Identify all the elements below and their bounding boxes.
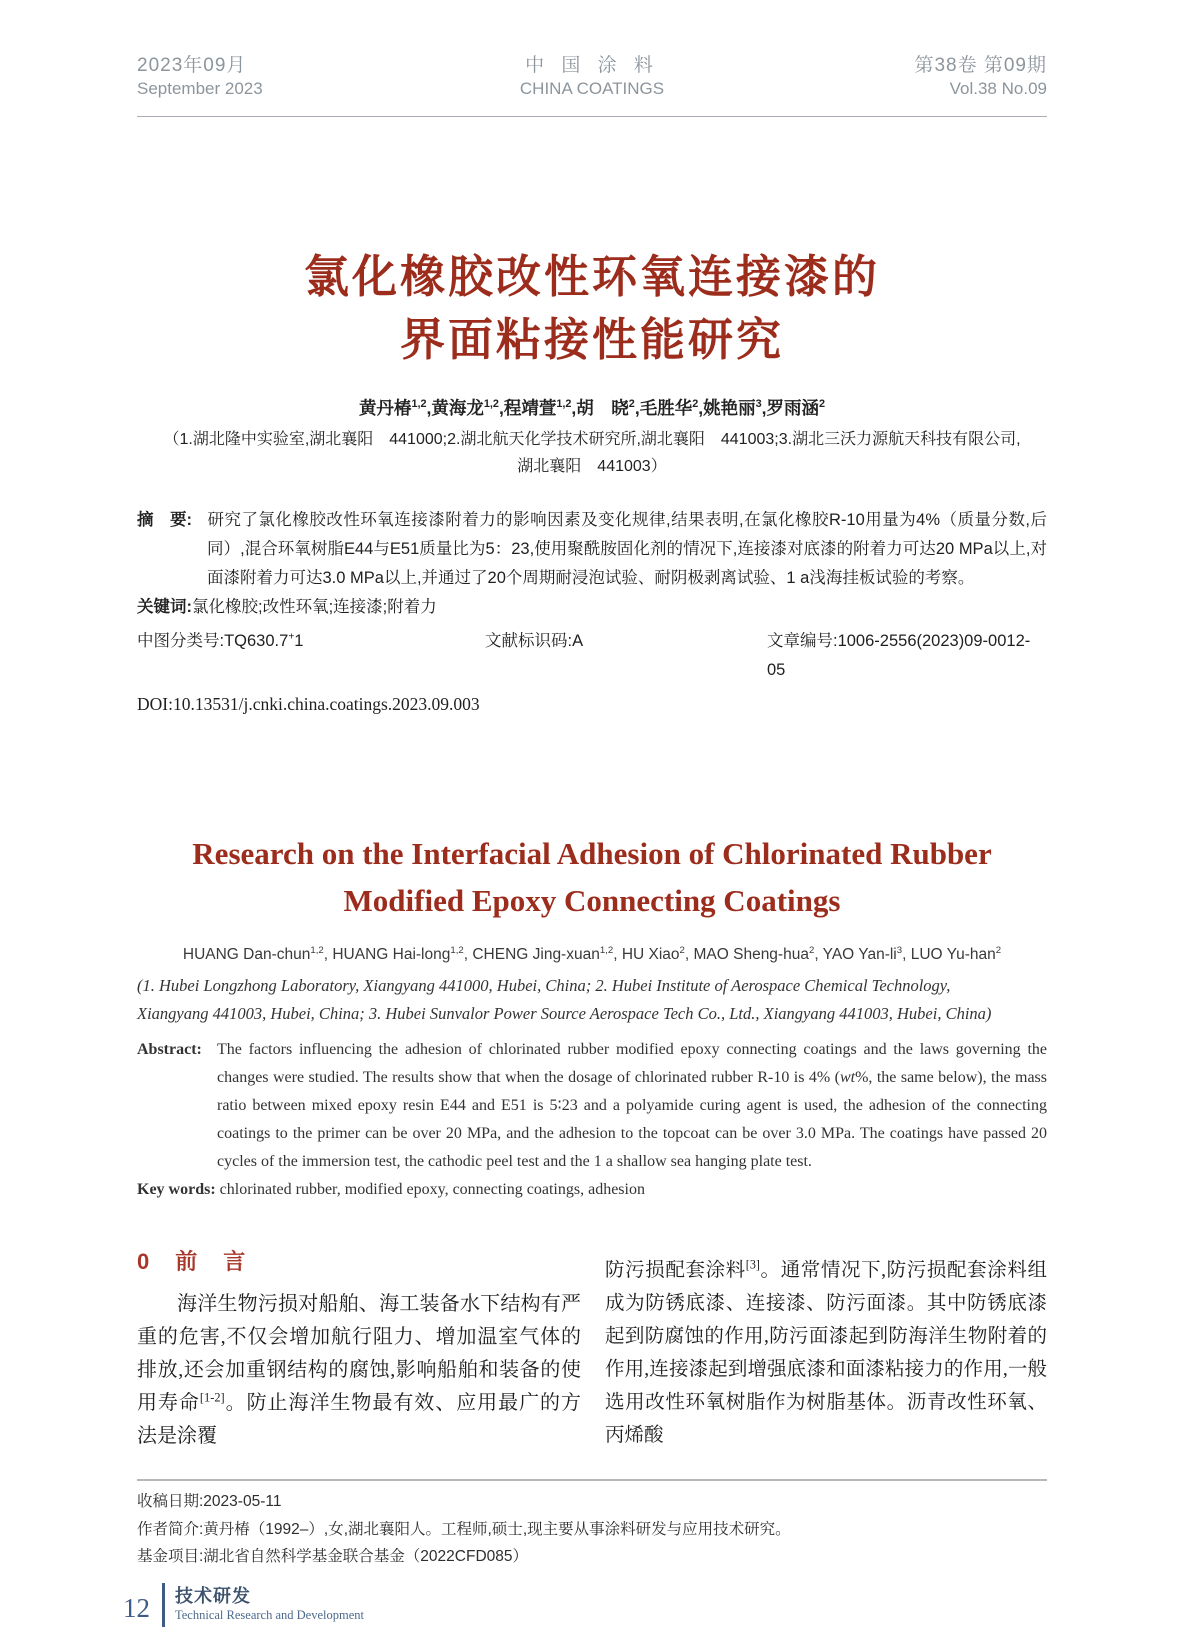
footnotes <box>137 1488 1047 1571</box>
author-affil-superscript: 2 <box>819 398 826 411</box>
author-en: HU Xiao$^2$, <box>621 944 694 963</box>
right-column <box>605 1246 1047 1453</box>
keywords-en-label: Key words: <box>137 1181 216 1198</box>
body-columns <box>137 1246 1047 1453</box>
author-affil-superscript: 2 <box>995 944 1002 956</box>
volume-issue-en: Vol.38 No.09 <box>949 79 1047 98</box>
author-cn: 黄海龙$^{1,2}$, <box>431 398 504 418</box>
keywords-cn <box>137 593 1047 622</box>
footnote-author-bio: 作者简介:黄丹椿（1992–）,女,湖北襄阳人。工程师,硕士,现主要从事涂料研发与应用技术研究。 <box>137 1520 791 1538</box>
citation-ref: [3] <box>745 1257 760 1272</box>
keywords-cn-label: 关键词: <box>137 598 192 616</box>
section-heading-intro: 0 前 言 <box>137 1249 248 1274</box>
keywords-cn-text: 氯化橡胶;改性环氧;连接漆;附着力 <box>192 598 437 616</box>
article-title-en <box>137 830 1047 924</box>
author-affil-superscript: 1,2 <box>599 944 614 956</box>
affiliation-cn-line1: （1.湖北隆中实验室,湖北襄阳 441000;2.湖北航天化学技术研究所,湖北襄阳 441003;3.湖北三沃力源航天科技有限公司, <box>163 431 1021 448</box>
author-affil-superscript: 2 <box>808 944 815 956</box>
abstract-cn <box>137 506 1047 593</box>
author-affil-superscript: 1,2 <box>450 944 464 956</box>
abstract-en <box>137 1036 1047 1176</box>
header-rule <box>137 116 1047 117</box>
journal-name-en: CHINA COATINGS <box>519 79 665 98</box>
author-en: YAO Yan-$li^3$, <box>822 944 911 963</box>
affiliation-en <box>137 972 1047 1028</box>
abstract-en-italic: wt <box>839 1069 856 1086</box>
journal-date-cn: 2023年09月 <box>137 55 247 76</box>
author-list-cn <box>137 395 1047 421</box>
article-number: 文章编号:1006-2556(2023)09-0012-05 <box>767 632 1031 679</box>
page-number: 12 <box>123 1593 150 1623</box>
author-affil-superscript: 3 <box>896 944 903 956</box>
author-affil-superscript: 1,2 <box>310 944 324 956</box>
journal-date-en: September 2023 <box>137 79 263 98</box>
author-affil-superscript: 1,2 <box>411 398 427 411</box>
column-name-cn: 技术研发 <box>175 1586 251 1606</box>
doi: DOI:10.13531/j.cnki.china.coatings.2023.09.003 <box>137 694 480 714</box>
intro-paragraph-right: 防污损配套涂料[3]。通常情况下,防污损配套涂料组成为防锈底漆、连接漆、防污面漆。其中防锈底漆起到防腐蚀的作用,防污面漆起到防海洋生物附着的作用,连接漆起到增强底漆和面漆粘接力的作用,一般选用改性环氧树脂作为树脂基体。沥青改性环氧、丙烯酸 <box>605 1257 1047 1446</box>
author-en: CHENG Jing-xuan$^{1,2}$, <box>472 944 622 963</box>
article-title-cn-line2: 界面粘接性能研究 <box>399 314 784 365</box>
abstract-cn-text: 研究了氯化橡胶改性环氧连接漆附着力的影响因素及变化规律,结果表明,在氯化橡胶R-10用量为4%（质量分数,后同）,混合环氧树脂E44与E51质量比为5：23,使用聚酰胺固化剂的情况下,连接漆对底漆的附着力可达20 MPa以上,对面漆附着力可达3.0 MPa以上,并通过了20个周期耐浸泡试验、耐阴极剥离试验、1 a浅海挂板试验的考察。 <box>207 511 1047 587</box>
column-name-en: Technical Research and Development <box>175 1608 364 1622</box>
author-affil-superscript: 2 <box>679 944 685 956</box>
author-en: MAO Sheng-hua$^2$, <box>693 944 823 963</box>
affiliation-cn <box>137 426 1047 480</box>
page-footer <box>123 1583 1047 1627</box>
article-title-en-line2: Modified Epoxy Connecting Coatings <box>343 883 841 918</box>
page-content <box>123 0 1048 1627</box>
classification-row <box>137 627 1047 685</box>
article-title-cn-line1: 氯化橡胶改性环氧连接漆的 <box>303 251 880 302</box>
header-journal-name <box>440 54 743 100</box>
author-affil-superscript: 2 <box>628 398 635 411</box>
author-cn: 胡 晓$^2$, <box>576 398 640 418</box>
author-cn: 罗雨涵$^2$ <box>766 398 826 418</box>
author-cn: 黄丹椿$^{1,2}$, <box>358 398 432 418</box>
author-list-en <box>137 944 1047 966</box>
article-title-en-line1: Research on the Interfacial Adhesion of Chlorinated Rubber <box>192 836 992 871</box>
author-cn: 毛胜华$^2$, <box>639 398 704 418</box>
abstract-cn-label: 摘 要: <box>137 511 192 529</box>
author-cn: 程靖萱$^{1,2}$, <box>503 398 577 418</box>
author-en: LUO Yu-han$^2$ <box>910 944 1002 963</box>
abstract-en-label: Abstract: <box>137 1041 202 1058</box>
article-title-cn <box>137 245 1047 371</box>
journal-name-cn: 中 国 涂 料 <box>525 55 659 76</box>
author-cn: 姚艳丽$^3$, <box>703 398 767 418</box>
abstract-en-text-part1: The factors influencing the adhesion of chlorinated rubber modified epoxy connecting coatings and the laws governing the changes were studied. The results show that when the dosage of chlorinated rubber R-10 is 4% ( <box>217 1041 1047 1086</box>
document-code: 文献标识码:A <box>485 632 584 650</box>
header-issue <box>744 54 1047 100</box>
intro-paragraph-left: 海洋生物污损对船舶、海工装备水下结构有严重的危害,不仅会增加航行阻力、增加温室气体的排放,还会加重钢结构的腐蚀,影响船舶和装备的使用寿命[1-2]。防止海洋生物最有效、应用最广的方法是涂覆 <box>137 1293 582 1447</box>
affiliation-cn-line2: 湖北襄阳 441003） <box>517 458 667 475</box>
footer-divider <box>162 1583 165 1627</box>
clc-number: 中图分类号:TQ630.7+1 <box>137 631 304 650</box>
abstract-en-text-part2: %, the same below), the mass ratio between mixed epoxy resin E44 and E51 is 5∶23 and a polyamide curing agent is used, the adhesion of the connecting coatings to the primer can be over 20 MPa, and the adhesion to the topcoat can be over 3.0 MPa. The coatings have passed 20 cycles of the immersion test, the cathodic peel test and the 1 a shallow sea hanging plate test. <box>217 1069 1048 1170</box>
author-en: HUANG Hai-long$^{1,2}$, <box>332 944 473 963</box>
author-affil-superscript: 2 <box>692 398 699 411</box>
keywords-en <box>137 1176 1047 1204</box>
author-en: HUANG Dan-chun$^{1,2}$, <box>182 944 333 963</box>
author-affil-superscript: 1,2 <box>556 398 572 411</box>
keywords-en-text: chlorinated rubber, modified epoxy, connecting coatings, adhesion <box>219 1181 645 1198</box>
left-column <box>137 1246 581 1453</box>
footnote-received-date: 收稿日期:2023-05-11 <box>137 1493 282 1510</box>
author-affil-superscript: 1,2 <box>483 398 499 411</box>
affiliation-en-line1: (1. Hubei Longzhong Laboratory, Xiangyang 441000, Hubei, China; 2. Hubei Institute of Aerospace Chemical Technology, <box>137 976 951 995</box>
footer-column-name <box>175 1585 364 1624</box>
header-date <box>137 54 440 100</box>
affiliation-en-line2: Xiangyang 441003, Hubei, China; 3. Hubei Sunvalor Power Source Aerospace Tech Co., Ltd., Xiangyang 441003, Hubei, China) <box>137 1004 992 1023</box>
citation-ref: [1-2] <box>199 1390 225 1405</box>
author-affil-superscript: 3 <box>755 398 762 411</box>
footnote-rule <box>137 1479 1047 1481</box>
footnote-fund-project: 基金项目:湖北省自然科学基金联合基金（2022CFD085） <box>137 1548 529 1565</box>
journal-header <box>137 0 1047 100</box>
volume-issue-cn: 第38卷 第09期 <box>914 55 1047 76</box>
